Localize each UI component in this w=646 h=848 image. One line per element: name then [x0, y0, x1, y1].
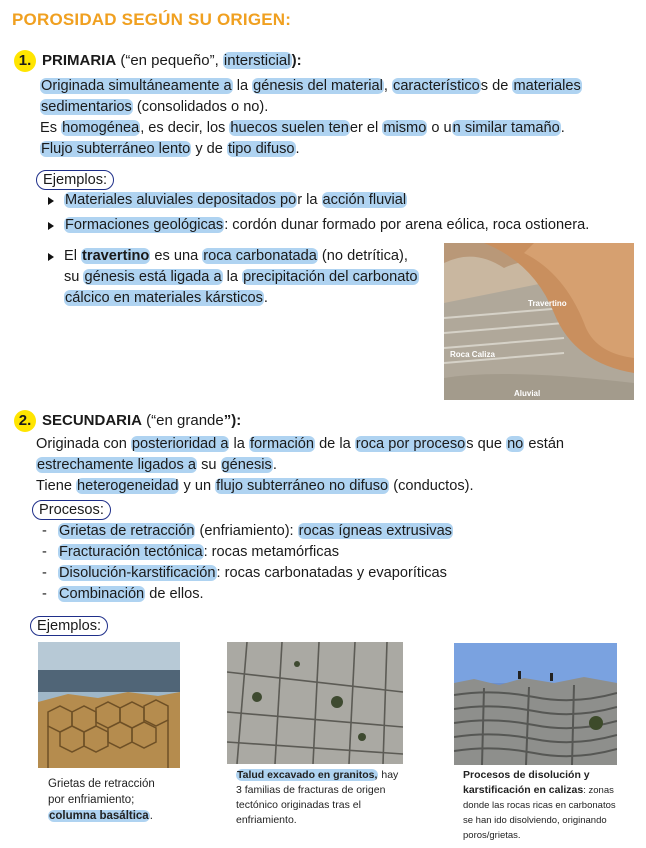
text: , [383, 78, 393, 94]
section-number: 2. [14, 410, 36, 432]
highlight: heterogeneidad [77, 478, 179, 494]
heading-text: ”): [223, 412, 242, 429]
examples-label: Ejemplos: [36, 170, 114, 190]
primaria-description [40, 76, 582, 160]
text: (conductos). [389, 478, 474, 494]
text: están [524, 436, 565, 452]
processes-label: Procesos: [32, 500, 111, 520]
text: su [64, 269, 84, 285]
highlight: característico [393, 78, 480, 94]
caption-line: se han ido disolviendo, originando [463, 815, 607, 826]
text: es una [150, 248, 203, 264]
basalt-columns-photo [38, 642, 180, 768]
text: la [232, 78, 253, 94]
highlight: Materiales aluviales depositados po [65, 192, 297, 208]
highlight: sedimentarios [41, 99, 132, 115]
heading-primaria: PRIMARIA [42, 52, 117, 69]
highlight: posterioridad a [131, 436, 229, 452]
highlight: flujo subterráneo no difuso [216, 478, 389, 494]
travertino-illustration [444, 243, 634, 400]
text: Es [40, 120, 62, 136]
heading-secundaria: SECUNDARIA [42, 412, 143, 429]
text: : rocas carbonatadas y evaporíticas [216, 565, 447, 581]
examples-label: Ejemplos: [30, 616, 108, 636]
caption-line: 3 familias de fracturas de origen [236, 784, 386, 796]
caption-line: donde las rocas ricas en carbonatos [463, 800, 616, 811]
secundaria-examples-label [30, 616, 108, 637]
highlight: intersticial [223, 52, 291, 69]
text: . [272, 457, 277, 473]
text: . [149, 810, 153, 822]
heading-text: (“en grande [142, 412, 224, 429]
text: o u [427, 120, 452, 136]
caption-line: por enfriamiento; [48, 794, 135, 806]
highlight: génesis del material [253, 78, 383, 94]
highlight: Grietas de retracción [59, 523, 195, 539]
highlight: Combinación [59, 586, 145, 602]
highlight: no [507, 436, 524, 452]
text: : zonas [583, 785, 614, 796]
highlight: Originada simultáneamente a [41, 78, 232, 94]
triangle-bullet-icon [48, 222, 54, 230]
highlight-bold: travertino [82, 248, 150, 264]
text: s de [480, 78, 513, 94]
highlight: huecos suelen ten [230, 120, 349, 136]
highlight: mismo [383, 120, 427, 136]
dash-bullet-icon: - [42, 565, 47, 581]
text: su [197, 457, 221, 473]
highlight: Flujo subterráneo lento [41, 141, 191, 157]
highlight: materiales [513, 78, 581, 94]
text: y un [179, 478, 216, 494]
text: de ellos. [145, 586, 204, 602]
list-item [40, 542, 620, 563]
primaria-examples-label [36, 170, 114, 191]
highlight: acción fluvial [322, 192, 407, 208]
text: la [229, 436, 249, 452]
triangle-bullet-icon [48, 253, 54, 261]
highlight: Disolución-karstificación [59, 565, 216, 581]
highlight: Formaciones geológicas [65, 217, 224, 233]
highlight: precipitación del carbonato [243, 269, 418, 285]
label-aluvial: Aluvial [514, 389, 541, 398]
heading-text: ): [291, 52, 302, 69]
text: s que [466, 436, 507, 452]
dash-bullet-icon: - [42, 544, 47, 560]
text: . [295, 141, 300, 157]
list-item [40, 563, 620, 584]
secundaria-description [36, 434, 564, 497]
text: El [64, 248, 82, 264]
text: Originada con [36, 436, 131, 452]
caption-bold: karstificación en calizas [463, 784, 584, 796]
caption-line: poros/grietas. [463, 830, 521, 841]
highlight: génesis está ligada a [84, 269, 222, 285]
list-item [40, 584, 620, 605]
text: : cordón dunar formado por arena eólica, roca ostionera. [224, 217, 590, 233]
granite-slope-illustration [227, 642, 403, 764]
basalt-columns-illustration [38, 642, 180, 768]
caption-bold: Procesos de disolución y [463, 769, 590, 781]
caption-line: enfriamiento. [236, 814, 297, 826]
section-secundaria-heading [14, 410, 241, 432]
highlight-bold: columna basáltica [49, 810, 149, 822]
highlight: roca por proceso [355, 436, 466, 452]
text: la [222, 269, 243, 285]
text: de la [315, 436, 355, 452]
karst-limestone-illustration [454, 643, 617, 765]
text: er el [349, 120, 383, 136]
text: . [263, 290, 268, 306]
caption-line: tectónico originadas tras el [236, 799, 361, 811]
text: Tiene [36, 478, 77, 494]
text: (consolidados o no). [132, 99, 269, 115]
caption-line: Grietas de retracción [48, 778, 155, 790]
text: , es decir, los [140, 120, 230, 136]
dash-bullet-icon: - [42, 586, 47, 602]
highlight: tipo difuso [227, 141, 295, 157]
label-roca-caliza: Roca Caliza [450, 350, 495, 359]
highlight: roca carbonatada [203, 248, 317, 264]
list-item [42, 215, 632, 236]
highlight: formación [249, 436, 315, 452]
text: y de [191, 141, 227, 157]
caption-basalt [48, 776, 198, 824]
text: . [560, 120, 565, 136]
highlight: estrechamente ligados a [37, 457, 197, 473]
highlight: génesis [221, 457, 272, 473]
caption-karst [463, 768, 641, 843]
label-travertino: Travertino [528, 299, 567, 308]
section-primaria-heading [14, 50, 302, 72]
triangle-bullet-icon [48, 197, 54, 205]
caption-granite [236, 768, 426, 828]
travertino-photo [444, 243, 634, 400]
highlight: rocas ígneas extrusivas [298, 523, 452, 539]
list-item [42, 190, 632, 211]
highlight: n similar tamaño [452, 120, 560, 136]
heading-text: (“en pequeño”, [116, 52, 223, 69]
highlight: cálcico en materiales kársticos [65, 290, 263, 306]
list-item [40, 521, 620, 542]
text: r la [297, 192, 322, 208]
highlight-bold: Talud excavado en granitos, [237, 769, 378, 781]
highlight: homogénea [62, 120, 140, 136]
text: : rocas metamórficas [203, 544, 340, 560]
section-number: 1. [14, 50, 36, 72]
secundaria-processes-label [32, 500, 111, 521]
granite-slope-photo [227, 642, 403, 764]
dash-bullet-icon: - [42, 523, 47, 539]
text: (no detrítica), [317, 248, 408, 264]
secundaria-processes-list [40, 521, 620, 605]
page-title: POROSIDAD SEGÚN SU ORIGEN: [12, 10, 292, 29]
text: (enfriamiento): [195, 523, 298, 539]
text: hay [378, 769, 399, 781]
karst-limestone-photo [454, 643, 617, 765]
highlight: Fracturación tectónica [59, 544, 203, 560]
